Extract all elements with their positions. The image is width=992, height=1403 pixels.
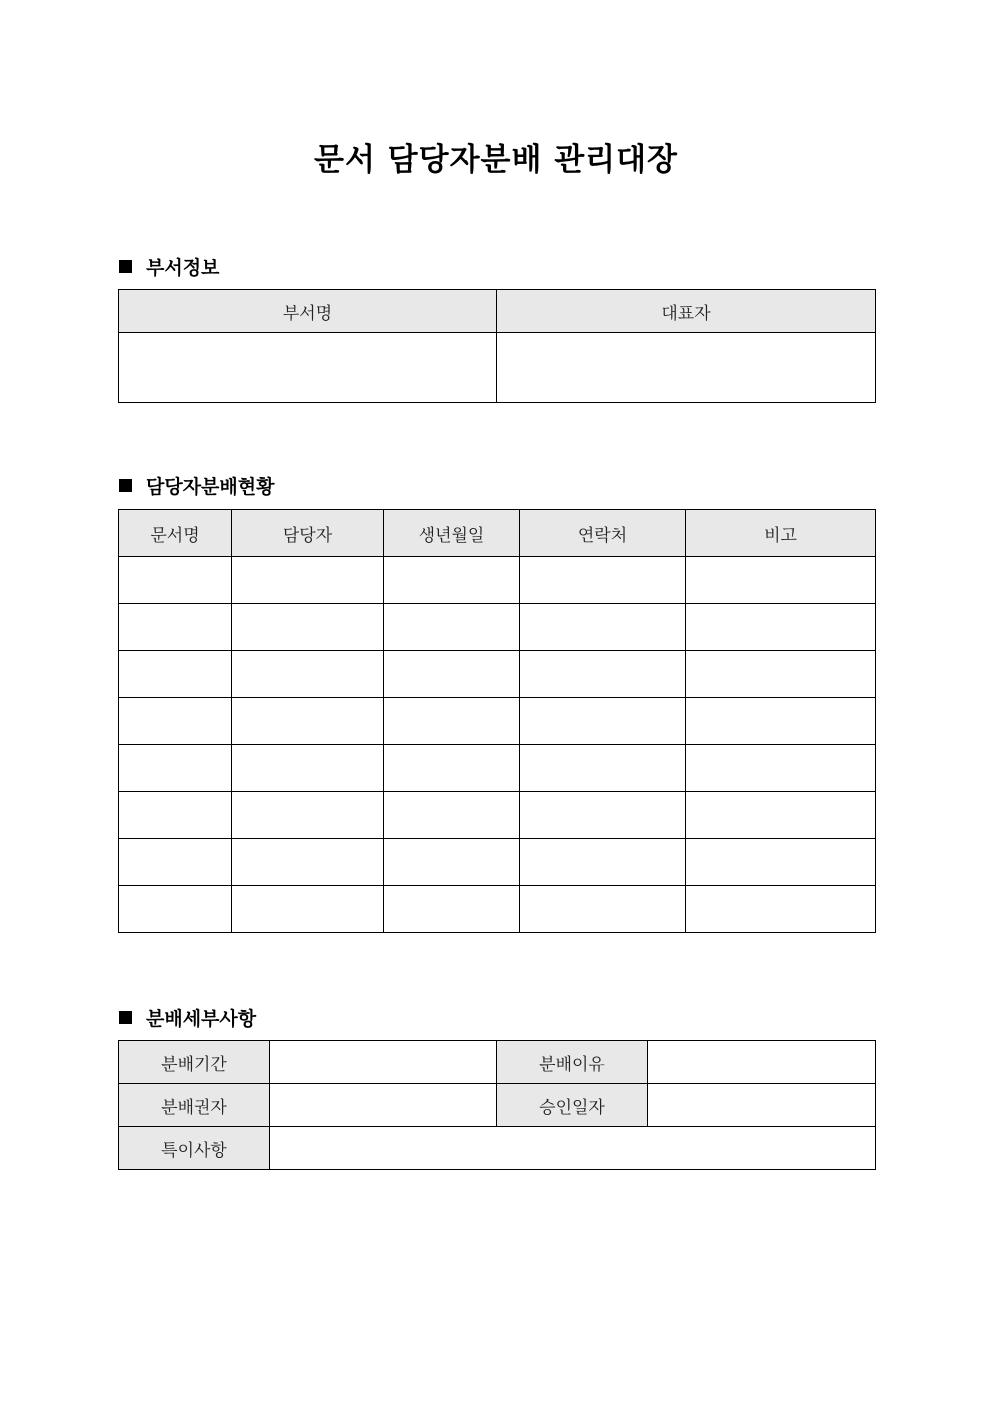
table-cell[interactable]: [520, 792, 686, 839]
table-cell[interactable]: [384, 839, 520, 886]
table-cell[interactable]: [686, 557, 876, 604]
label-remarks: 특이사항: [119, 1127, 270, 1170]
table-cell[interactable]: [686, 698, 876, 745]
table-cell[interactable]: [232, 604, 384, 651]
table-cell[interactable]: [384, 651, 520, 698]
table-cell[interactable]: [384, 557, 520, 604]
label-reason: 분배이유: [497, 1041, 648, 1084]
table-cell[interactable]: [232, 698, 384, 745]
table-cell[interactable]: [686, 604, 876, 651]
column-header-birthdate: 생년월일: [384, 510, 520, 557]
table-cell[interactable]: [119, 839, 232, 886]
approval-date-field[interactable]: [648, 1084, 876, 1127]
table-cell[interactable]: [520, 557, 686, 604]
document-title: 문서 담당자분배 관리대장: [314, 142, 678, 178]
column-header-contact: 연락처: [520, 510, 686, 557]
table-cell[interactable]: [232, 745, 384, 792]
table-cell[interactable]: [686, 792, 876, 839]
representative-field[interactable]: [497, 333, 876, 403]
table-row: [119, 839, 876, 886]
table-cell[interactable]: [232, 792, 384, 839]
square-bullet-icon: [119, 260, 132, 273]
table-cell[interactable]: [520, 651, 686, 698]
assignment-table: [118, 509, 876, 933]
table-cell[interactable]: [520, 745, 686, 792]
table-cell[interactable]: [119, 604, 232, 651]
label-approval-date: 승인일자: [497, 1084, 648, 1127]
table-cell[interactable]: [119, 792, 232, 839]
table-row: [119, 745, 876, 792]
section-heading-assign: [119, 472, 274, 499]
table-cell[interactable]: [119, 557, 232, 604]
table-cell[interactable]: [119, 651, 232, 698]
square-bullet-icon: [119, 1011, 132, 1024]
period-field[interactable]: [270, 1041, 497, 1084]
table-row: [119, 557, 876, 604]
section-heading-detail: [119, 1004, 256, 1031]
table-cell[interactable]: [232, 651, 384, 698]
dept-name-field[interactable]: [119, 333, 497, 403]
distribution-detail-table: [118, 1040, 876, 1170]
table-cell[interactable]: [520, 698, 686, 745]
table-row: [119, 886, 876, 933]
section-heading-assign-label: 담당자분배현황: [146, 476, 275, 498]
table-cell[interactable]: [119, 745, 232, 792]
reason-field[interactable]: [648, 1041, 876, 1084]
table-cell[interactable]: [384, 698, 520, 745]
column-header-doc-name: 문서명: [119, 510, 232, 557]
table-row: [119, 651, 876, 698]
table-row: [119, 604, 876, 651]
label-authority: 분배권자: [119, 1084, 270, 1127]
label-period: 분배기간: [119, 1041, 270, 1084]
table-cell[interactable]: [520, 604, 686, 651]
table-cell[interactable]: [384, 792, 520, 839]
table-cell[interactable]: [232, 839, 384, 886]
table-cell[interactable]: [384, 745, 520, 792]
table-cell[interactable]: [384, 886, 520, 933]
table-cell[interactable]: [686, 651, 876, 698]
column-header-representative: 대표자: [497, 290, 876, 333]
table-cell[interactable]: [686, 839, 876, 886]
table-cell[interactable]: [119, 886, 232, 933]
table-cell[interactable]: [520, 886, 686, 933]
table-cell[interactable]: [119, 698, 232, 745]
table-cell[interactable]: [232, 557, 384, 604]
table-cell[interactable]: [686, 745, 876, 792]
column-header-dept-name: 부서명: [119, 290, 497, 333]
table-row: [119, 698, 876, 745]
table-cell[interactable]: [384, 604, 520, 651]
authority-field[interactable]: [270, 1084, 497, 1127]
table-row: [119, 792, 876, 839]
dept-info-table: [118, 289, 876, 403]
section-heading-detail-label: 분배세부사항: [146, 1008, 257, 1030]
column-header-note: 비고: [686, 510, 876, 557]
table-cell[interactable]: [520, 839, 686, 886]
column-header-assignee: 담당자: [232, 510, 384, 557]
table-cell[interactable]: [232, 886, 384, 933]
section-heading-dept: [119, 253, 219, 280]
square-bullet-icon: [119, 479, 132, 492]
section-heading-dept-label: 부서정보: [146, 257, 220, 279]
remarks-field[interactable]: [270, 1127, 876, 1170]
table-cell[interactable]: [686, 886, 876, 933]
